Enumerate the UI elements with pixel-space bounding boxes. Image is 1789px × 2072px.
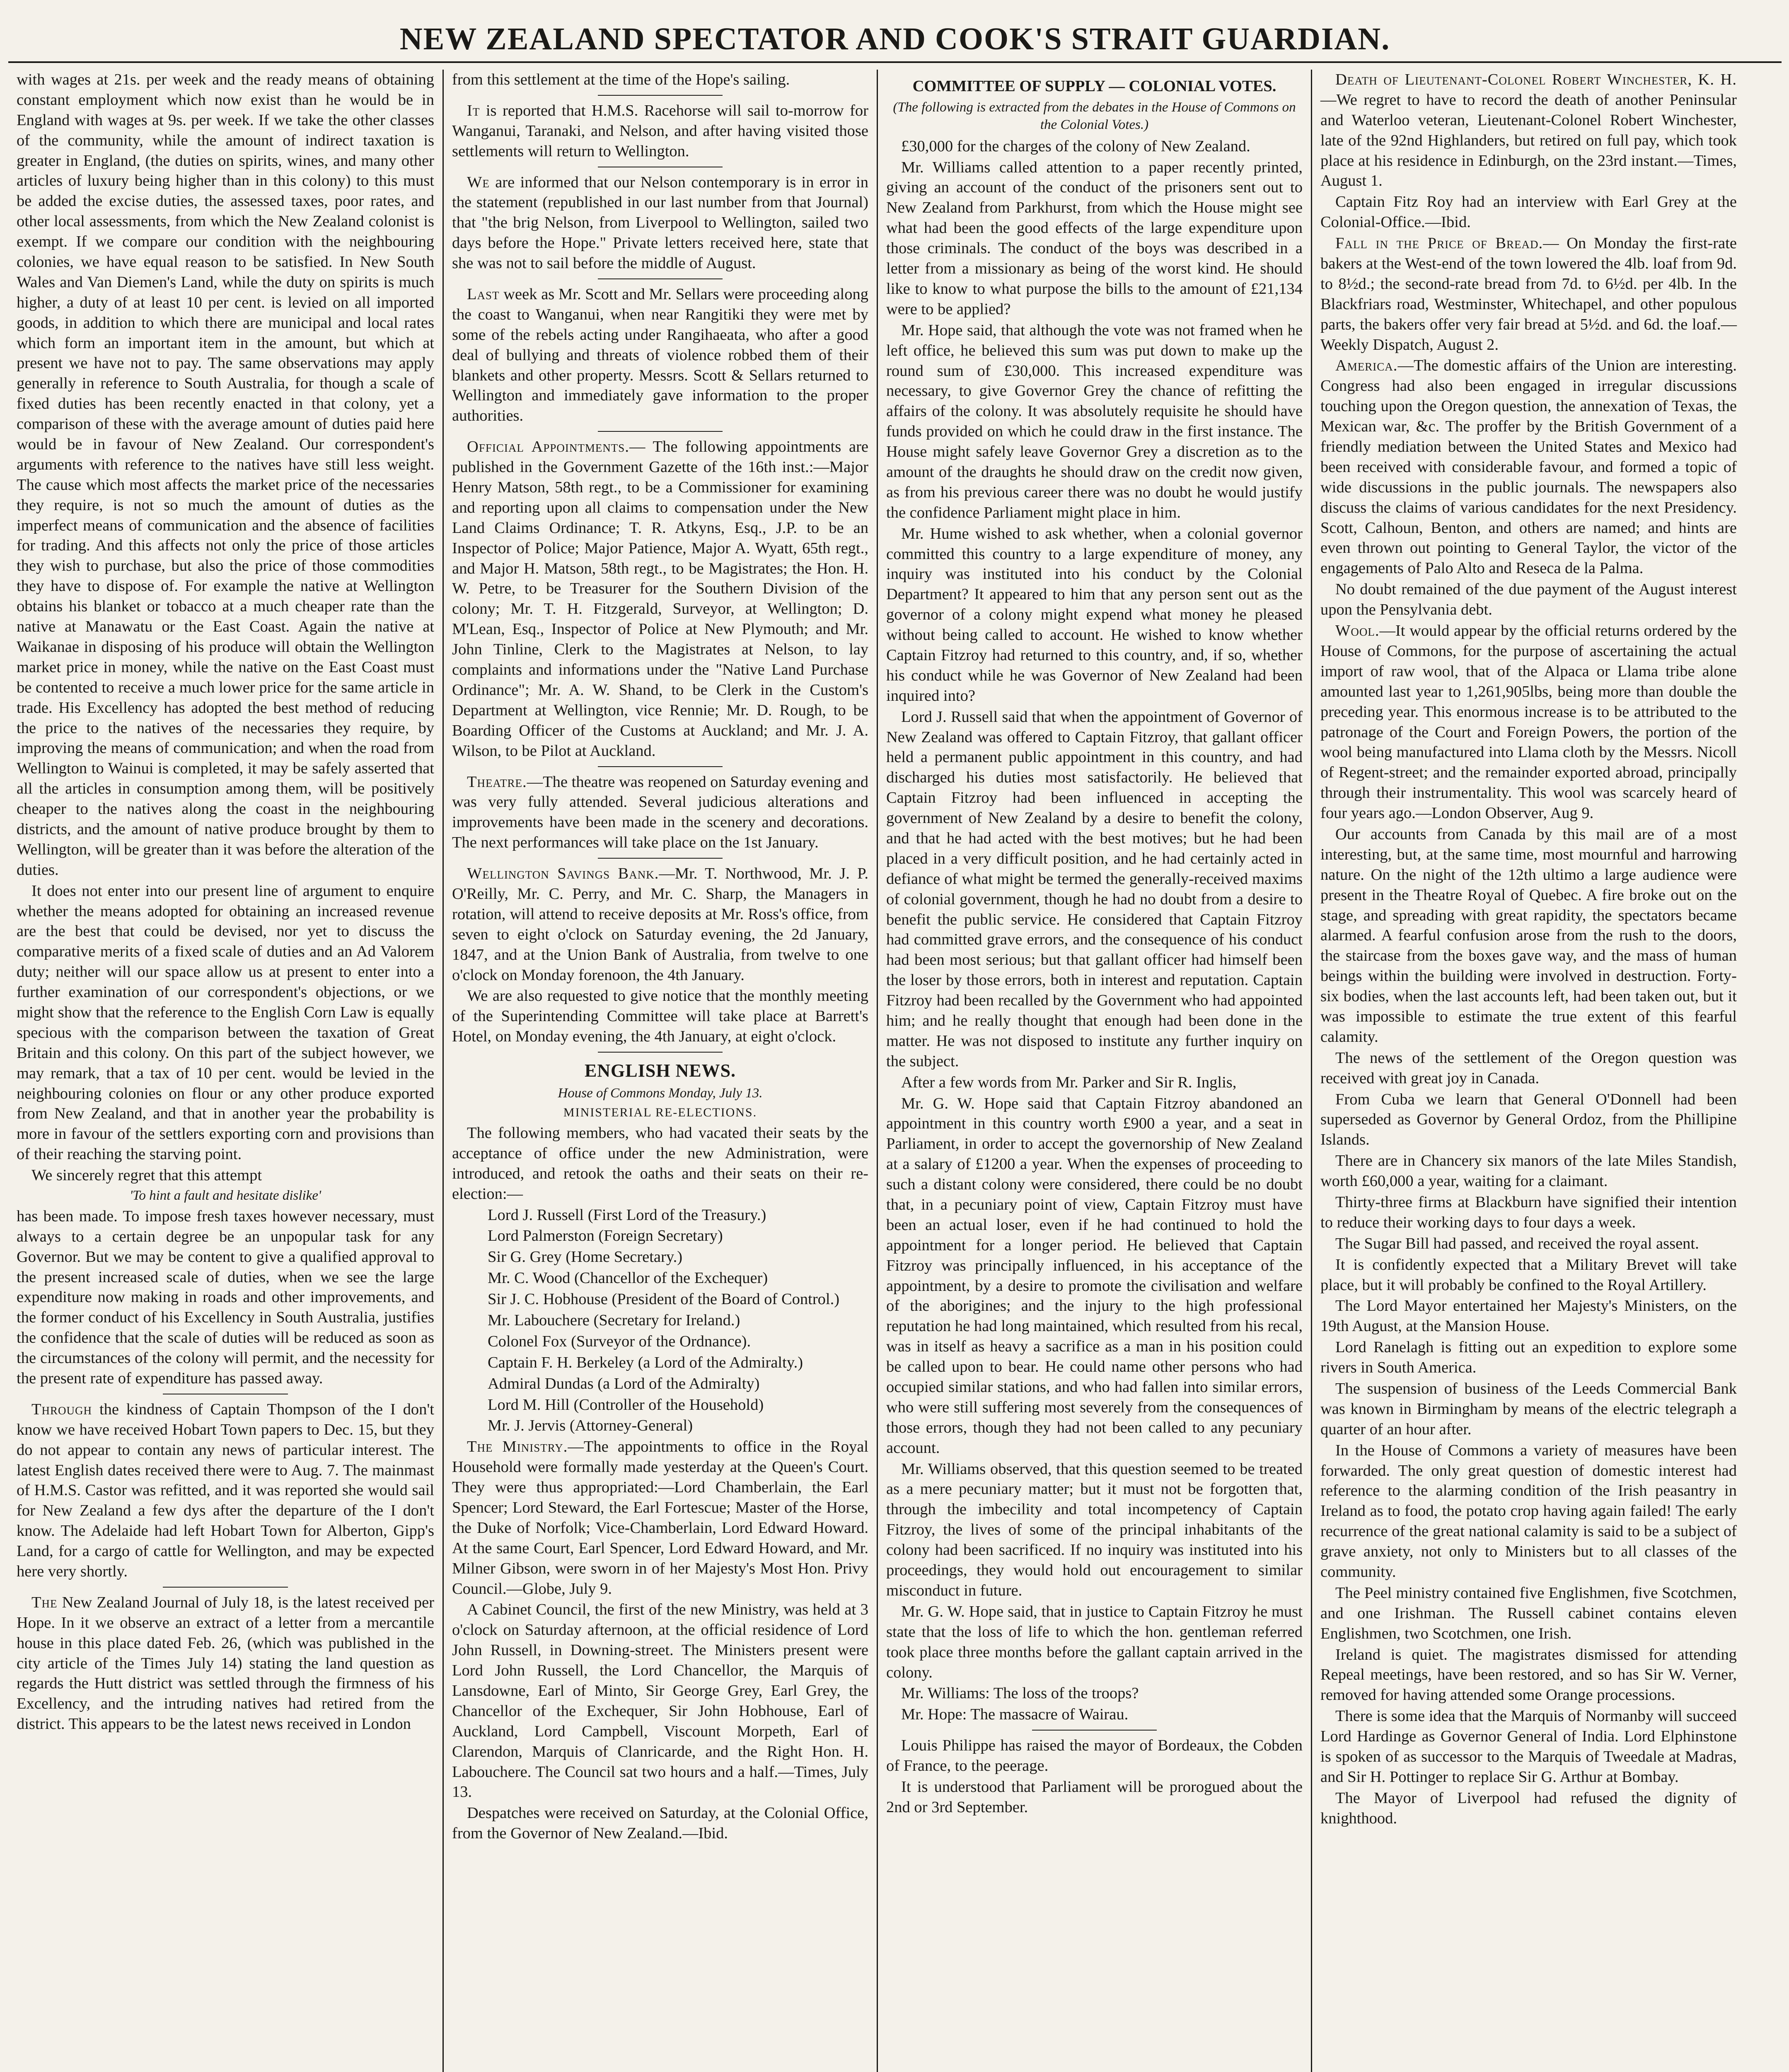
- list-item: Mr. J. Jervis (Attorney-General): [488, 1417, 693, 1435]
- section-divider: [598, 95, 723, 96]
- list-item: Lord J. Russell (First Lord of the Treasury.): [488, 1206, 766, 1224]
- article-paragraph: Mr. Williams called attention to a paper recently printed, giving an account of the conduct of the prisoners sent out to New Zealand from Parkhurst, from which the House might see what had been the good effects of the large expenditure upon those criminals. The conduct of the boys was described in a letter from a missionary as being of the worst kind. He should like to know to what purpose the bills to the amount of £21,134 were to be applied?: [886, 158, 1303, 318]
- paragraph-text: are informed that our Nelson contemporary is in error in the statement (republished in our last number from that Journal) that "the brig Nelson, from Liverpool to Wellington, sailed two days before the Hope." Private letters received here, state that she was not to sail before the middle of August.: [452, 173, 868, 272]
- article-paragraph: After a few words from Mr. Parker and Sir R. Inglis,: [901, 1073, 1237, 1091]
- article-paragraph: It does not enter into our present line of argument to enquire whether the means adopted for obtaining an increased revenue are the best that could be devised, nor yet to discuss the comparative merits of a fixed scale of duties and an Ad Valorem duty; neither will our space allow us at present to enter into a further examination of our correspondent's objections, or we might show that the reference to the English Corn Law is equally specious with the comparison between the taxation of Great Britain and this colony. On this part of the subject however, we may remark, that a tax of 10 per cent. would be levied in the neighbouring colonies on flour or any other produce exported from New Zealand, and that in another year the probability is more in favour of the settlers exporting corn and provisions than of their reaching the starving point.: [17, 882, 434, 1163]
- article-paragraph: A Cabinet Council, the first of the new Ministry, was held at 3 o'clock on Saturday afternoon, at the official residence of Lord John Russell, in Downing-street. The Ministers present were Lord John Russell, the Lord Chancellor, the Marquis of Lansdowne, Earl of Minto, Sir George Grey, Earl Grey, the Chancellor of the Exchequer, Sir John Hobhouse, Earl of Auckland, Lord Campbell, Viscount Morpeth, Earl of Clarendon, Marquis of Clanricarde, and the Right Hon. H. Labouchere. The Council sat two hours and a half.—Times, July 13.: [452, 1601, 868, 1801]
- section-divider: [163, 1587, 288, 1588]
- section-title: ENGLISH NEWS.: [584, 1060, 736, 1081]
- article-paragraph: The suspension of business of the Leeds Commercial Bank was known in Birmingham by means of the electric telegraph a quarter of an hour after.: [1320, 1380, 1737, 1438]
- article-paragraph: Mr. Williams observed, that this question seemed to be treated as a mere pecuniary matter; but it must not be forgotten that, through the imbecility and total incompetency of Captain Fitzroy, the lives of some of the principal inhabitants of the colony had been sacrificed. If no inquiry was instituted into his proceedings, they would hold out encouragement to similar misconduct in future.: [886, 1460, 1303, 1599]
- columns: [8, 70, 1782, 2072]
- article-paragraph: Our accounts from Canada by this mail are of a most interesting, but, at the same time, most mournful and harrowing nature. On the night of the 12th ultimo a large audience were present in the Theatre Royal of Quebec. A fire broke out on the stage, and spreading with great rapidity, the spectators became alarmed. A fearful confusion arose from the rush to the doors, the staircase from the boxes gave way, and the mass of human beings within the building were involved in destruction. Forty-six bodies, when the last accounts left, had been taken out, but it was impossible to estimate the true extent of this fearful calamity.: [1320, 825, 1737, 1046]
- paragraph-lead: Through: [31, 1400, 92, 1418]
- article-paragraph: [1320, 356, 1737, 579]
- article-paragraph: Mr. Hume wished to ask whether, when a colonial governor committed this country to a large expenditure of money, any inquiry was instituted into his conduct by the Colonial Department? It appeared to him that any person sent out as the governor of a colony might expend what money he pleased without being called to account. He wished to know whether Captain Fitzroy had returned to this country, and, if so, whether his conduct while he was Governor of New Zealand had been inquired into?: [886, 525, 1303, 704]
- section-title: COMMITTEE OF SUPPLY — COLONIAL VOTES.: [912, 77, 1276, 95]
- list-item: Lord M. Hill (Controller of the Household): [488, 1396, 764, 1414]
- article-paragraph: Thirty-three firms at Blackburn have signified their intention to reduce their working days to four days a week.: [1320, 1193, 1737, 1231]
- article-paragraph: The Sugar Bill had passed, and received the royal assent.: [1335, 1234, 1699, 1252]
- list-item: Mr. Labouchere (Secretary for Ireland.): [488, 1311, 740, 1329]
- article-paragraph: It is understood that Parliament will be prorogued about the 2nd or 3rd September.: [886, 1778, 1303, 1816]
- paragraph-text: week as Mr. Scott and Mr. Sellars were proceeding along the coast to Wanganui, when near Rangitiki they were met by some of the rebels acting under Rangihaeata, who after a good deal of bullying and threats of violence robbed them of their blankets and other property. Messrs. Scott & Sellars returned to Wellington and immediately gave information to the proper authorities.: [452, 286, 868, 425]
- newspaper-page: [8, 17, 1782, 2072]
- section-divider: [598, 431, 723, 432]
- paragraph-lead: Fall in the Price of Bread.: [1335, 235, 1543, 252]
- article-paragraph: The news of the settlement of the Oregon question was received with great joy in Canada.: [1320, 1049, 1737, 1087]
- article-paragraph: Lord J. Russell said that when the appointment of Governor of New Zealand was offered to Captain Fitzroy, that gallant officer held a permanent public appointment in this country, and had discharged his duties most satisfactorily. He believed that Captain Fitzroy had been influenced in accepting the government of New Zealand by a desire to benefit the colony, and that he had acted with the best motives; but he had been placed in a very difficult position, and he had certainly acted in defiance of what might be termed the generally-received maxims of colonial government, though he had no doubt from a desire to benefit the public service. He considered that Captain Fitzroy had committed grave errors, and the consequence of his conduct had been most serious; but that gallant officer had himself been the loser by those errors, both in interest and reputation. Captain Fitzroy had been recalled by the Government who had appointed him; and he really thought that enough had been done in the matter. He was not disposed to institute any further inquiry on the subject.: [886, 708, 1303, 1070]
- article-paragraph: Mr. Hope said, that although the vote was not framed when he left office, he believed this sum was put down to make up the round sum of £30,000. This increased expenditure was necessary, to give Governor Grey the chance of refitting the affairs of the colony. It was absolutely requisite he should have funds provided on which he could draw in the first instance. The House might safely leave Governor Grey a discretion as to the amount of the draughts he should draw on the credit now given, as from his previous career there was no doubt he would justify the confidence Parliament might place in him.: [886, 321, 1303, 521]
- column-1: [8, 70, 442, 2072]
- article-paragraph: Mr. G. W. Hope said that Captain Fitzroy abandoned an appointment in this country worth £900 a year, and a seat in Parliament, in order to accept the governorship of New Zealand at a salary of £1200 a year. When the expenses of proceeding to such a distant colony were considered, there could be no doubt that, in a pecuniary point of view, Captain Fitzroy must have been an actual loser, even if he had continued to hold the appointment for a longer period. He believed that Captain Fitzroy was principally influenced, in his acceptance of the appointment, by a desire to promote the civilisation and welfare of the aborigines; and the injury to the high professional reputation he had long maintained, which resulted from his recal, was in itself as heavy a sacrifice as a man in his position could be called upon to bear. He could name other persons who had occupied similar stations, and who had fallen into similar errors, who were still suffering most severely from the consequences of those errors, though they had not been called to any pecuniary account.: [886, 1094, 1303, 1457]
- article-paragraph: [452, 1437, 868, 1599]
- list-item: Sir J. C. Hobhouse (President of the Board of Control.): [488, 1290, 840, 1308]
- article-paragraph: £30,000 for the charges of the colony of New Zealand.: [901, 137, 1250, 155]
- paragraph-lead: Death of Lieutenant-Colonel Robert Winchester, K. H.: [1335, 71, 1737, 88]
- paragraph-lead: Wool.: [1335, 622, 1380, 640]
- article-paragraph: [17, 1399, 434, 1582]
- article-paragraph: [452, 437, 868, 761]
- article-paragraph: There are in Chancery six manors of the late Miles Standish, worth £60,000 a year, waiting for a claimant.: [1320, 1152, 1737, 1190]
- paragraph-text: —We regret to have to record the death of another Peninsular and Waterloo veteran, Lieutenant-Colonel Robert Winchester, late of the 92nd Highlanders, but retired on full pay, which took place at his residence in Edinburgh, on the 23rd instant.—Times, August 1.: [1320, 91, 1737, 190]
- verse-quote: 'To hint a fault and hesitate dislike': [129, 1188, 322, 1203]
- article-paragraph: [17, 1593, 434, 1734]
- article-paragraph: It is confidently expected that a Military Brevet will take place, but it will probably be confined to the Royal Artillery.: [1320, 1256, 1737, 1294]
- article-paragraph: with wages at 21s. per week and the ready means of obtaining constant employment which now exist than he would be in England with wages at 9s. per week. If we take the other classes of the community, while the amount of indirect taxation is greater in England, (the duties on spirits, wines, and many other articles of luxury being higher than in this colony) to this must be added the excise duties, the assessed taxes, poor rates, and other local assessments, from which the New Zealand colonist is exempt. If we compare our condition with the neighbouring colonies, we have equal reason to be satisfied. In New South Wales and Van Diemen's Land, while the duty on spirits is much higher, a duty of at least 10 per cent. is levied on all imported goods, in addition to which there are municipal and local rates which form an important item in the amount, but which at present we have not to pay. The same observations may apply generally in reference to South Australia, for though a scale of fixed duties has been recently enacted in that colony, yet a comparison of these with the average amount of duties paid here would be in favour of New Zealand. Our correspondent's arguments with reference to the natives have still less weight. The cause which most affects the market price of the necessaries they require, is not so much the amount of duties as the imperfect means of communication and the absence of facilities for trading. And this affects not only the price of those articles they wish to purchase, but also the price of those commodities they have to dispose of. For example the native at Wellington obtains his blanket or tobacco at a much cheaper rate than the native at Manawatu or the East Coast. Again the native at Waikanae in disposing of his produce will obtain the Wellington market price in money, while the native on the East Coast must be contented to receive a much lower price for the same article in trade. His Excellency has adopted the best method of reducing the price to the natives of the necessaries they require, by improving the means of communication; and when the road from Wellington to Wainui is completed, it may be safely asserted that all the articles in consumption among them, will be positively cheaper to the natives along the coast in the neighbouring districts, and the amount of native produce brought by them to Wellington, will be greater than it was before the alteration of the duties.: [17, 71, 434, 879]
- article-paragraph: Mr. Williams: The loss of the troops?: [901, 1685, 1139, 1702]
- section-divider: [598, 766, 723, 767]
- paragraph-lead: America.: [1335, 357, 1398, 375]
- paragraph-lead: Last: [467, 286, 500, 303]
- paragraph-lead: The Ministry.: [467, 1438, 568, 1456]
- paragraph-lead: We: [467, 173, 490, 191]
- section-divider: [598, 858, 723, 859]
- paragraph-text: is reported that H.M.S. Racehorse will sail to-morrow for Wanganui, Taranaki, and Nelson, and after having visited those settlements will return to Wellington.: [452, 102, 868, 160]
- paragraph-text: —The appointments to office in the Royal Household were formally made yesterday at the Queen's Court. They were thus appropriated:—Lord Chamberlain, the Earl Spencer; Lord Steward, the Earl Fortescue; Master of the Horse, the Duke of Norfolk; Vice-Chamberlain, Lord Edward Howard. At the same Court, Earl Spencer, Lord Edward Howard, and Mr. Milner Gibson, were sworn in of her Majesty's Most Hon. Privy Council.—Globe, July 9.: [452, 1438, 868, 1598]
- article-paragraph: From Cuba we learn that General O'Donnell had been superseded as Governor by General Ordoz, from the Phillipine Islands.: [1320, 1090, 1737, 1149]
- section-divider: [598, 1052, 723, 1053]
- article-paragraph: Mr. Hope: The massacre of Wairau.: [901, 1706, 1129, 1723]
- section-divider: [598, 278, 723, 279]
- article-paragraph: The Peel ministry contained five Englishmen, five Scotchmen, and one Irishman. The Russell cabinet contains eleven Englishmen, two Scotchmen, one Irish.: [1320, 1584, 1737, 1642]
- article-paragraph: There is some idea that the Marquis of Normanby will succeed Lord Hardinge as Governor General of India. Lord Elphinstone is spoken of as successor to the Marquis of Tweedale at Madras, and Sir H. Pottinger to replace Sir G. Arthur at Bombay.: [1320, 1707, 1737, 1786]
- paragraph-text: — On Monday the first-rate bakers at the West-end of the town lowered the 4lb. loaf from 9d. to 8½d.; the second-rate bread from 7d. to 6½d. per 4lb. In the Blackfriars road, Westminster, Whitechapel, and other populous parts, the bakers offer very fair bread at 5½d. and 6d. the loaf.—Weekly Dispatch, August 2.: [1320, 235, 1737, 353]
- paragraph-lead: It: [467, 102, 480, 119]
- article-paragraph: We are also requested to give notice that the monthly meeting of the Superintending Committee will take place at Barrett's Hotel, on Monday evening, the 4th January, at eight o'clock.: [452, 987, 868, 1046]
- article-paragraph: has been made. To impose fresh taxes however necessary, must always to a certain degree be an unpopular task for any Governor. But we may be content to give a qualified approval to the present increased scale of duties, when we see the large expenditure now making in roads and other improvements, and the former conduct of his Excellency in South Australia, justifies the confidence that the scale of duties will be reduced as soon as the circumstances of the colony will permit, and the necessity for the present rate of expenditure has passed away.: [17, 1207, 434, 1387]
- section-small-heading: MINISTERIAL RE-ELECTIONS.: [563, 1105, 757, 1119]
- paragraph-text: — The following appointments are published in the Government Gazette of the 16th inst.:—Major Henry Matson, 58th regt., to be a Commissioner for examining and reporting upon all claims to compensation under the New Land Claims Ordinance; T. R. Atkyns, Esq., J.P. to be an Inspector of Police; Major Patience, Major A. Wyatt, 65th regt., and Major H. Matson, 58th regt., to be Magistrates; the Hon. H. W. Petre, to be Treasurer for the Southern Division of the colony; Mr. T. H. Fitzgerald, Surveyor, at Wellington; D. M'Lean, Esq., Inspector of Police at New Plymouth; and Mr. John Tinline, Clerk to the Magistrates at Nelson, to lay complaints and informations under the "Native Land Purchase Ordinance"; Mr. A. W. Shand, to be Clerk in the Custom's Department at Wellington, vice Rennie; Mr. D. Rough, to be Boarding Officer of the Customs at Auckland; and Mr. J. A. Wilson, to be Pilot at Auckland.: [452, 438, 868, 760]
- list-item: Admiral Dundas (a Lord of the Admiralty): [488, 1375, 760, 1392]
- article-paragraph: The Mayor of Liverpool had refused the dignity of knighthood.: [1320, 1789, 1737, 1827]
- list-item: Lord Palmerston (Foreign Secretary): [488, 1227, 723, 1245]
- paragraph-text: —The domestic affairs of the Union are interesting. Congress had also been engaged in irregular discussions touching upon the Oregon question, the annexation of Texas, the Mexican war, &c. The proffer by the British Government of a friendly mediation between the United States and Mexico had been received with considerable favour, and formed a topic of wide discussions in the public journals. The newspapers also discuss the claims of various candidates for the next Presidency. Scott, Calhoun, Benton, and others are named; and hints are even thrown out pointing to General Taylor, the victor of the engagements of Palo Alto and Reseca de la Palma.: [1320, 357, 1737, 577]
- paragraph-text: —The theatre was reopened on Saturday evening and was very fully attended. Several judicious alterations and improvements have been made in the scenery and decorations. The next performances will take place on the 1st January.: [452, 773, 868, 852]
- section-subtitle: (The following is extracted from the debates in the House of Commons on the Colonial Votes.): [893, 99, 1296, 132]
- paragraph-lead: Official Appointments.: [467, 438, 629, 456]
- paragraph-lead: Theatre.: [467, 773, 527, 791]
- article-paragraph: Mr. G. W. Hope said, that in justice to Captain Fitzroy he must state that the loss of life to which the hon. gentleman referred took place three months before the gallant captain arrived in the colony.: [886, 1602, 1303, 1681]
- article-paragraph: [1320, 233, 1737, 355]
- masthead-rule: [8, 61, 1782, 63]
- section-subtitle: House of Commons Monday, July 13.: [558, 1085, 763, 1101]
- article-paragraph: [452, 284, 868, 426]
- column-2: [442, 70, 877, 2072]
- article-paragraph: The Lord Mayor entertained her Majesty's Ministers, on the 19th August, at the Mansion House.: [1320, 1297, 1737, 1335]
- section-divider: [1032, 1730, 1157, 1731]
- article-paragraph: Lord Ranelagh is fitting out an expedition to explore some rivers in South America.: [1320, 1339, 1737, 1377]
- article-paragraph: from this settlement at the time of the Hope's sailing.: [452, 71, 790, 88]
- article-paragraph: [1320, 621, 1737, 823]
- article-paragraph: [1320, 70, 1737, 191]
- list-item: Mr. C. Wood (Chancellor of the Exchequer): [488, 1269, 768, 1287]
- paragraph-lead: The: [31, 1593, 58, 1611]
- article-paragraph: In the House of Commons a variety of measures have been forwarded. The only great question of domestic interest had reference to the alarming condition of the Irish peasantry in Ireland as to food, the potato crop having again failed! The early recurrence of the great national calamity is said to be a subject of grave anxiety, not only to Ministers but to all classes of the community.: [1320, 1441, 1737, 1581]
- article-paragraph: The following members, who had vacated their seats by the acceptance of office under the new Administration, were introduced, and retook the oaths and their seats on their re-election:—: [452, 1124, 868, 1203]
- article-paragraph: Louis Philippe has raised the mayor of Bordeaux, the Cobden of France, to the peerage.: [886, 1737, 1303, 1775]
- article-paragraph: Despatches were received on Saturday, at the Colonial Office, from the Governor of New Zealand.—Ibid.: [452, 1804, 868, 1842]
- article-paragraph: [452, 101, 868, 162]
- article-paragraph: Captain Fitz Roy had an interview with Earl Grey at the Colonial-Office.—Ibid.: [1320, 193, 1737, 231]
- article-paragraph: Ireland is quiet. The magistrates dismissed for attending Repeal meetings, have been restored, and so has Sir W. Verner, removed for having attended some Orange processions.: [1320, 1646, 1737, 1704]
- article-paragraph: [452, 772, 868, 853]
- article-paragraph: No doubt remained of the due payment of the August interest upon the Pensylvania debt.: [1320, 581, 1737, 619]
- masthead: NEW ZEALAND SPECTATOR AND COOK'S STRAIT GUARDIAN.: [399, 22, 1390, 56]
- column-4: [1311, 70, 1745, 2072]
- article-paragraph: We sincerely regret that this attempt: [31, 1167, 262, 1184]
- paragraph-text: —Mr. T. Northwood, Mr. J. P. O'Reilly, Mr. C. Perry, and Mr. C. Sharp, the Managers in rotation, will attend to receive deposits at Mr. Ross's office, from seven to eight o'clock on Saturday evening, the 2d January, 1847, and at the Union Bank of Australia, from twelve to one o'clock on Monday forenoon, the 4th January.: [452, 865, 869, 984]
- paragraph-text: the kindness of Captain Thompson of the I don't know we have received Hobart Town papers to Dec. 15, but they do not appear to contain any news of particular interest. The latest English dates received there were to Aug. 7. The mainmast of H.M.S. Castor was refitted, and it was reported she would sail for New Zealand a few dys after the departure of the I don't know. The Adelaide had left Hobart Town for Alberton, Gipp's Land, for a cargo of cattle for Wellington, and may be expected here very shortly.: [17, 1400, 435, 1581]
- paragraph-lead: Wellington Savings Bank.: [467, 865, 659, 883]
- paragraph-text: —It would appear by the official returns ordered by the House of Commons, for the purpose of ascertaining the actual import of raw wool, that of the Alpaca or Llama tribe alone amounted last year to 1,261,905lbs, being more than double the preceding year. This enormous increase is to be attributed to the patronage of the Court and Foreign Powers, the portion of the wool being manufactured into Llama cloth by the Messrs. Nicoll of Regent-street; and the remainder exported abroad, principally through their instrumentality. This wool was scarcely heard of four years ago.—London Observer, Aug 9.: [1320, 622, 1737, 822]
- article-paragraph: [452, 172, 868, 274]
- article-paragraph: [452, 864, 868, 985]
- paragraph-text: New Zealand Journal of July 18, is the latest received per Hope. In it we observe an extract of a letter from a mercantile house in this place dated Feb. 26, (which was published in the city article of the Times July 14) stating the land question as regards the Hutt district was settled through the firmness of his Excellency, and the intruding natives had retired from the district. This appears to be the latest news received in London: [17, 1593, 434, 1733]
- list-item: Colonel Fox (Surveyor of the Ordnance).: [488, 1332, 751, 1350]
- list-item: Sir G. Grey (Home Secretary.): [488, 1248, 683, 1266]
- column-3: [877, 70, 1311, 2072]
- list-item: Captain F. H. Berkeley (a Lord of the Admiralty.): [488, 1353, 803, 1371]
